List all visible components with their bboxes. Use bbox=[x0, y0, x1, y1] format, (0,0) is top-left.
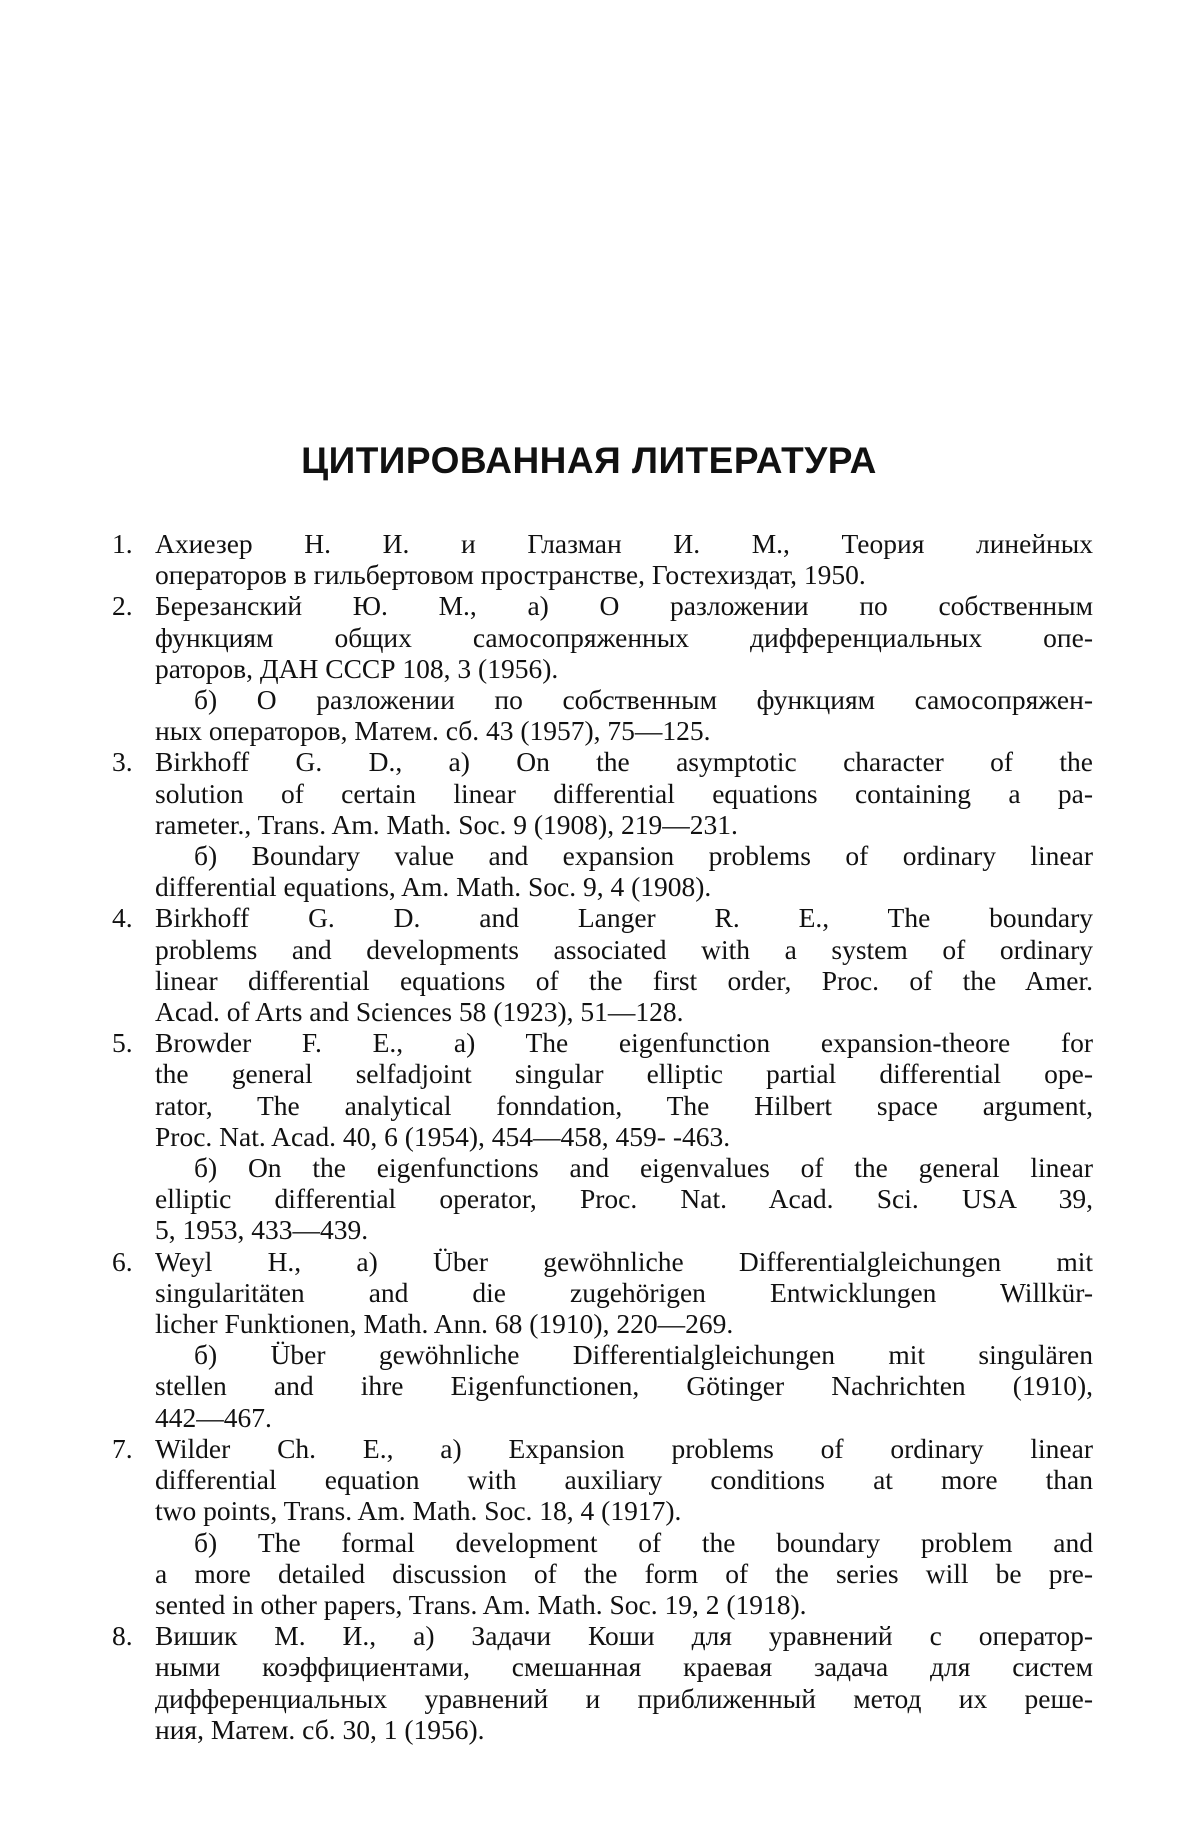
reference-number: 5. bbox=[112, 1027, 152, 1058]
reference-item bbox=[0, 528, 1200, 590]
reference-line: rator, The analytical fonndation, The Hilbert space argument, bbox=[0, 1090, 1093, 1121]
reference-line: Wilder Ch. E., a) Expansion problems of ordinary linear bbox=[0, 1433, 1093, 1464]
reference-line: solution of certain linear differential equations containing a pa- bbox=[0, 778, 1093, 809]
reference-item bbox=[0, 902, 1200, 1027]
reference-line: 5, 1953, 433—439. bbox=[0, 1214, 1200, 1245]
reference-line: дифференциальных уравнений и приближенный метод их реше- bbox=[0, 1683, 1093, 1714]
reference-list bbox=[0, 528, 1200, 1745]
reference-line: Birkhoff G. D., a) On the asymptotic character of the bbox=[0, 746, 1093, 777]
reference-line: problems and developments associated with a system of ordinary bbox=[0, 934, 1093, 965]
reference-line: Березанский Ю. М., а) О разложении по собственным bbox=[0, 590, 1093, 621]
page-title: ЦИТИРОВАННАЯ ЛИТЕРАТУРА bbox=[0, 440, 1178, 482]
reference-line: a more detailed discussion of the form of the series will be pre- bbox=[0, 1558, 1093, 1589]
reference-line: differential equation with auxiliary conditions at more than bbox=[0, 1464, 1093, 1495]
reference-number: 3. bbox=[112, 746, 152, 777]
document-page bbox=[0, 0, 1200, 1838]
reference-number: 1. bbox=[112, 528, 152, 559]
reference-line: Ахиезер Н. И. и Глазман И. М., Теория линейных bbox=[0, 528, 1093, 559]
reference-line: linear differential equations of the first order, Proc. of the Amer. bbox=[0, 965, 1093, 996]
reference-line: б) Boundary value and expansion problems of ordinary linear bbox=[0, 840, 1093, 871]
reference-line: ния, Матем. сб. 30, 1 (1956). bbox=[0, 1714, 1200, 1745]
reference-line: the general selfadjoint singular elliptic partial differential ope- bbox=[0, 1058, 1093, 1089]
reference-line: Proc. Nat. Acad. 40, 6 (1954), 454—458, 459- -463. bbox=[0, 1121, 1200, 1152]
reference-line: Browder F. E., a) The eigenfunction expansion-theore for bbox=[0, 1027, 1093, 1058]
reference-item bbox=[0, 1433, 1200, 1620]
reference-line: stellen and ihre Eigenfunctionen, Götinger Nachrichten (1910), bbox=[0, 1370, 1093, 1401]
reference-line: differential equations, Am. Math. Soc. 9, 4 (1908). bbox=[0, 871, 1200, 902]
reference-line: Вишик М. И., а) Задачи Коши для уравнений с оператор- bbox=[0, 1620, 1093, 1651]
reference-line: rameter., Trans. Am. Math. Soc. 9 (1908), 219—231. bbox=[0, 809, 1200, 840]
reference-line: б) О разложении по собственным функциям самосопряжен- bbox=[0, 684, 1093, 715]
reference-line: elliptic differential operator, Proc. Nat. Acad. Sci. USA 39, bbox=[0, 1183, 1093, 1214]
reference-line: функциям общих самосопряженных дифференциальных опе- bbox=[0, 622, 1093, 653]
reference-line: операторов в гильбертовом пространстве, Гостехиздат, 1950. bbox=[0, 559, 1200, 590]
reference-item bbox=[0, 590, 1200, 746]
reference-line: б) The formal development of the boundary problem and bbox=[0, 1527, 1093, 1558]
reference-item bbox=[0, 1620, 1200, 1745]
reference-number: 4. bbox=[112, 902, 152, 933]
reference-item bbox=[0, 746, 1200, 902]
reference-item bbox=[0, 1027, 1200, 1245]
reference-line: ных операторов, Матем. сб. 43 (1957), 75—125. bbox=[0, 715, 1200, 746]
reference-line: licher Funktionen, Math. Ann. 68 (1910), 220—269. bbox=[0, 1308, 1200, 1339]
reference-number: 8. bbox=[112, 1620, 152, 1651]
reference-line: Weyl H., a) Über gewöhnliche Differentialgleichungen mit bbox=[0, 1246, 1093, 1277]
reference-item bbox=[0, 1246, 1200, 1433]
reference-number: 7. bbox=[112, 1433, 152, 1464]
reference-line: Birkhoff G. D. and Langer R. E., The boundary bbox=[0, 902, 1093, 933]
reference-line: б) On the eigenfunctions and eigenvalues of the general linear bbox=[0, 1152, 1093, 1183]
reference-line: Acad. of Arts and Sciences 58 (1923), 51—128. bbox=[0, 996, 1200, 1027]
reference-line: 442—467. bbox=[0, 1402, 1200, 1433]
reference-line: singularitäten and die zugehörigen Entwicklungen Willkür- bbox=[0, 1277, 1093, 1308]
reference-line: раторов, ДАН СССР 108, 3 (1956). bbox=[0, 653, 1200, 684]
reference-number: 2. bbox=[112, 590, 152, 621]
reference-line: б) Über gewöhnliche Differentialgleichungen mit singulären bbox=[0, 1339, 1093, 1370]
reference-line: ными коэффициентами, смешанная краевая задача для систем bbox=[0, 1651, 1093, 1682]
reference-line: two points, Trans. Am. Math. Soc. 18, 4 (1917). bbox=[0, 1495, 1200, 1526]
reference-number: 6. bbox=[112, 1246, 152, 1277]
reference-line: sented in other papers, Trans. Am. Math. Soc. 19, 2 (1918). bbox=[0, 1589, 1200, 1620]
